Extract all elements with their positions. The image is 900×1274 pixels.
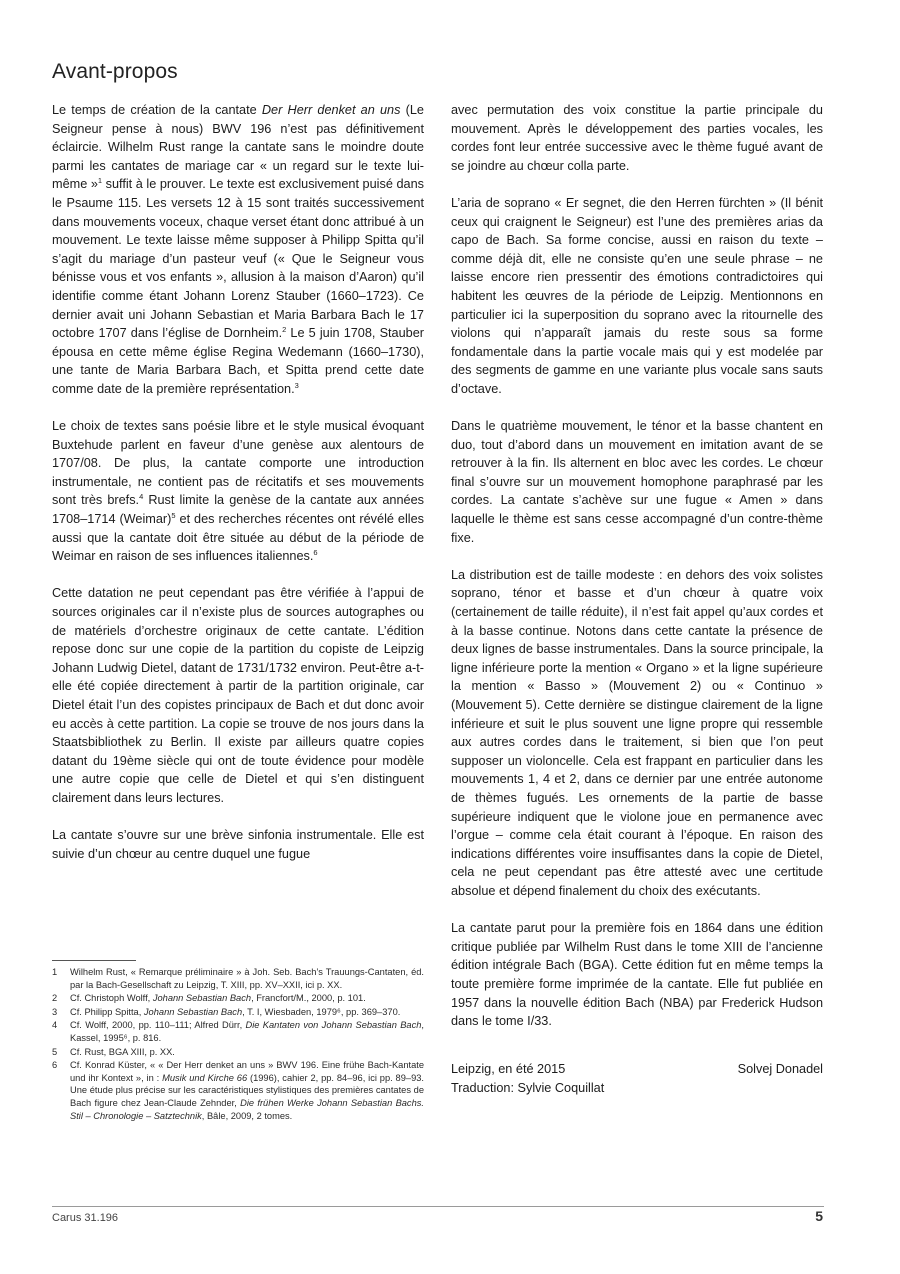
paragraph: Dans le quatrième mouvement, le ténor et la basse chantent en duo, tout d’abord dans un mouvement en imitation avant de se retrouver à la fin. Ils alternent en bloc avec les cordes. Le chœur final s’ouvre sur un mouvement homophone paraphrasé par les cordes. La cantate s’achève sur une fugue « Amen » dans laquelle le thème est sans cesse accompagné d’un contre-thème fixe. [451, 419, 823, 545]
paragraph: L’aria de soprano « Er segnet, die den Herren fürchten » (Il bénit ceux qui craignent le Seigneur) est l’une des premières arias da capo de Bach. Sa forme concise, aussi en raison du texte – comme déjà dit, elle ne consiste qu’en une seule phrase – ne laisse encore rien pressentir des émotions contradictoires qui habitent les œuvres de la période de Leipzig. Mentionnons en particulier ici la superposition du soprano avec la ritournelle des violons qui n’apparaît jamais du reste sous sa forme fondamentale dans la partie vocale mais qui y est modelée par des segments de gamme en une variante plus vocale sans sauts d’octave. [451, 195, 823, 396]
page-title: Avant-propos [52, 60, 178, 83]
author-name: Solvej Donadel [737, 1062, 823, 1076]
footnote: 4 Cf. Wolff, 2000, pp. 110–111; Alfred Dürr, Die Kantaten von Johann Sebastian Bach, Kassel, 1995⁶, p. 816. [52, 1020, 424, 1043]
paragraph: avec permutation des voix constitue la partie principale du mouvement. Après le développement des parties vocales, les cordes font leur entrée successive avec le thème fugué avant de se joindre au chœur colla parte. [451, 103, 823, 173]
footnote: 2 Cf. Christoph Wolff, Johann Sebastian Bach, Francfort/M., 2000, p. 101. [52, 993, 366, 1004]
paragraph: La cantate parut pour la première fois en 1864 dans une édition critique publiée par Wilhelm Rust dans le tome XIII de l’ancienne édition intégrale Bach (BGA). Cette édition fut en même temps la toute première forme imprimée de la cantate. Elle fut publiée en 1957 dans la nouvelle édition Bach (NBA) par Frederick Hudson dans le tome I/33. [451, 921, 823, 1029]
paragraph: Le temps de création de la cantate Der Herr denket an uns (Le Seigneur pense à nous) BWV 196 n’est pas définitivement éclaircie. Wilhelm Rust range la cantate sans le moindre doute parmi les cantates de mariage car « un regard sur le texte lui-même »$^1$ suffit à le prouver. Le texte est exclusivement puisé dans le Psaume 115. Les versets 12 à 15 sont traités successivement dans mouvements voceux, chaque verset étant donc attribué à un mouvement. Le texte laisse même supposer à Philipp Spitta qu’il s’agit du mariage d’un pasteur veuf (« Que le Seigneur vous bénisse vous et vos enfants », allusion à la maison d’Aaron) qu’il identifie comme étant Johann Lorenz Stauber (1660–1723). Ce dernier avait uni Johann Sebastian et Maria Barbara Bach le 17 octobre 1707 dans l’église de Dornheim.$^2$ Le 5 juin 1708, Stauber épousa en cette même église Regina Wedemann (1660–1730), une tante de Maria Barbara Bach, et Spitta prend cette date comme date de la première représentation.$^3$ [52, 103, 425, 396]
footnote-ref: 3 [294, 380, 299, 390]
footnote-ref: 4 [139, 492, 144, 502]
footnote: 1 Wilhelm Rust, « Remarque préliminaire » à Joh. Seb. Bach’s Trauungs-Cantaten, éd. par la Bach-Gesellschaft zu Leipzig, T. XIII, pp. XV–XXII, ici p. XX. [52, 967, 424, 990]
paragraph: Cette datation ne peut cependant pas être vérifiée à l’appui de sources originales car il n’existe plus de sources autographes ou de matériels d’orchestre originaux de cette cantate. L’édition repose donc sur une copie de la partition du copiste de Leipzig Johann Ludwig Dietel, datant de 1731/1732 environ. Peut-être a-t-elle été copiée directement à partir de la partition originale, car Dietel était l’un des copistes principaux de Bach et dut donc avoir eu accès à cette partition. La copie se trouve de nos jours dans la Staatsbibliothek zu Berlin. Il existe par ailleurs quatre copies datant du 19ème siècle qui ont de toute évidence pour modèle une autre copie que celle de Dietel et qui s’en distinguent clairement dans leurs lectures. [52, 586, 424, 805]
place-date: Leipzig, en été 2015 [451, 1062, 566, 1076]
footnote: 3 Cf. Philipp Spitta, Johann Sebastian Bach, T. I, Wiesbaden, 1979⁶, pp. 369–370. [52, 1006, 401, 1017]
footnote: 5 Cf. Rust, BGA XIII, p. XX. [52, 1046, 175, 1057]
right-column [451, 101, 823, 1049]
footnote-ref: 6 [313, 548, 318, 558]
catalog-number: Carus 31.196 [52, 1212, 119, 1224]
footnote: 6 Cf. Konrad Küster, « « Der Herr denket an uns » BWV 196. Eine frühe Bach-Kantate und ihr Kontext », in : Musik und Kirche 66 (1996), cahier 2, pp. 84–96, ici pp. 89–93. Une étude plus précise sur les caractéristiques stylistiques des premières cantates de Bach figure chez Jean-Claude Zehnder, Die frühen Werke Johann Sebastian Bachs. Stil – Chronologie – Satztechnik, Bâle, 2009, 2 tomes. [52, 1060, 424, 1121]
paragraph: La distribution est de taille modeste : en dehors des voix solistes soprano, ténor et basse et d’un chœur à quatre voix (certainement de taille réduite), il n’est fait appel qu’aux cordes et à la basse continue. Notons dans cette cantate la présence de deux lignes de basse instrumentales. Dans la source principale, la ligne inférieure porte la mention « Organo » et la ligne supérieure la mention « Basso » (Mouvement 2) ou « Continuo » (Mouvement 5). Cette dernière se distingue clairement de la ligne inférieure et suit le plus souvent une ligne propre qui ressemble aux autres cordes dans le traitement, si bien que l’on peut supposer un violoncelle. Cela est frappant en particulier dans les mouvements 1, 4 et 2, dans ce dernier par une entrée autonome de thèmes fugués. Les ornements de la partie de basse supérieure indiquent que le violone joue en permanence avec l’orgue – comme cela était courant à l’époque. En raison des indications différentes voire insuffisantes dans la copie de Dietel, cela ne peut cependant pas être attesté avec une certitude absolue et dépend finalement du choix des exécutants. [451, 567, 823, 898]
paragraph: Le choix de textes sans poésie libre et le style musical évoquant Buxtehude parlent en faveur d’une genèse aux alentours de 1707/08. De plus, la cantate comporte une introduction instrumentale, ne contient pas de récitatifs et ses mouvements sont très brefs.$^4$ Rust limite la genèse de la cantate aux années 1708–1714 (Weimar)$^5$ et des recherches récentes ont révélé elles aussi que la cantate doit être située au début de la période de Weimar en raison de ses influences italiennes.$^6$ [52, 419, 424, 564]
translator-credit: Traduction: Sylvie Coquillat [451, 1080, 605, 1095]
paragraph: La cantate s’ouvre sur une brève sinfonia instrumentale. Elle est suivie d’un chœur au centre duquel une fugue [52, 828, 424, 861]
footnotes [52, 966, 424, 1123]
page-number: 5 [815, 1208, 823, 1224]
footer-divider [52, 1206, 824, 1207]
footnote-ref: 1 [97, 176, 103, 186]
left-column [52, 101, 424, 882]
signature-block [451, 1060, 823, 1097]
footnote-divider [52, 960, 136, 961]
footnote-ref: 2 [282, 324, 287, 334]
footnote-ref: 5 [171, 510, 176, 520]
